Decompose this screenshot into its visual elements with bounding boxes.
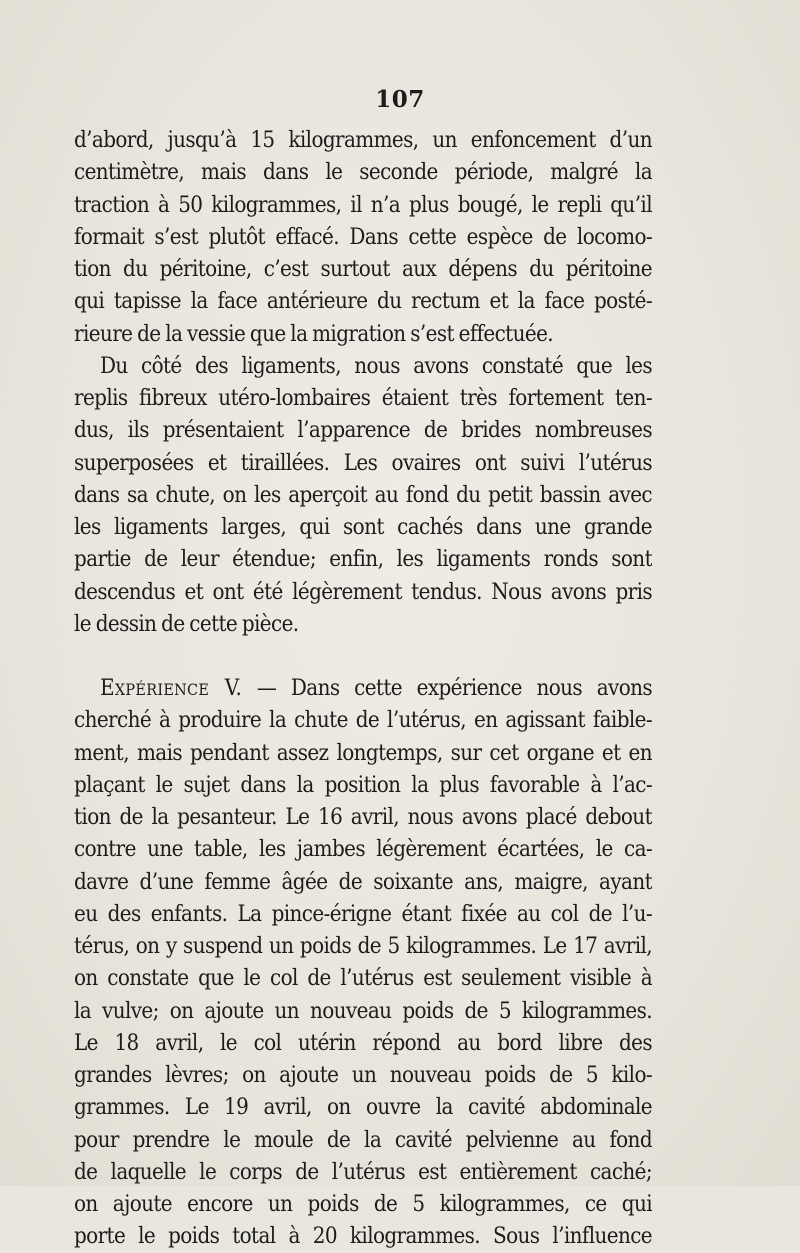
- paragraph: [74, 124, 652, 350]
- text-line: porte le poids total à 20 kilogrammes. Sous l’influence: [74, 1223, 652, 1250]
- paragraph: [74, 350, 652, 640]
- experiment-heading: Expérience V.: [100, 675, 243, 701]
- text-line: Le 18 avril, le col utérin répond au bord libre des: [74, 1029, 652, 1056]
- text-line: plaçant le sujet dans la position la plus favorable à l’ac-: [74, 771, 652, 798]
- text-line: descendus et ont été légèrement tendus. Nous avons pris: [74, 578, 652, 605]
- text-line: [74, 672, 652, 704]
- text-line: grammes. Le 19 avril, on ouvre la cavité abdominale: [74, 1094, 652, 1121]
- text-line: la vulve; on ajoute un nouveau poids de 5 kilogrammes.: [74, 997, 652, 1024]
- text-line: formait s’est plutôt effacé. Dans cette espèce de locomo-: [74, 223, 652, 250]
- text-line: on constate que le col de l’utérus est seulement visible à: [74, 965, 652, 992]
- page-number: 107: [375, 86, 425, 113]
- text-line: dans sa chute, on les aperçoit au fond du petit bassin avec: [74, 481, 652, 508]
- text-line: les ligaments larges, qui sont cachés dans une grande: [74, 514, 652, 540]
- page-body: [74, 124, 652, 1253]
- text-line: davre d’une femme âgée de soixante ans, maigre, ayant: [74, 868, 652, 895]
- text-line: ment, mais pendant assez longtemps, sur cet organe et en: [74, 739, 652, 766]
- text-line: rieure de la vessie que la migration s’est effectuée.: [74, 320, 554, 347]
- text-line: térus, on y suspend un poids de 5 kilogrammes. Le 17 avril,: [74, 933, 652, 959]
- text-line: de laquelle le corps de l’utérus est entièrement caché;: [74, 1158, 652, 1185]
- text-line: pour prendre le moule de la cavité pelvienne au fond: [74, 1126, 652, 1153]
- text-line: partie de leur étendue; enfin, les ligaments ronds sont: [74, 546, 652, 573]
- text-line: superposées et tiraillées. Les ovaires ont suivi l’utérus: [74, 449, 652, 476]
- text-line: grandes lèvres; on ajoute un nouveau poids de 5 kilo-: [74, 1062, 652, 1088]
- text-line: dus, ils présentaient l’apparence de brides nombreuses: [74, 417, 652, 444]
- text-line: le dessin de cette pièce.: [74, 610, 299, 637]
- paragraph-gap: [74, 640, 652, 672]
- text-line: tion de la pesanteur. Le 16 avril, nous avons placé debout: [74, 804, 652, 830]
- text-line: cherché à produire la chute de l’utérus, en agissant faible-: [74, 707, 652, 734]
- text-line: d’abord, jusqu’à 15 kilogrammes, un enfoncement d’un: [74, 127, 652, 153]
- text-line: replis fibreux utéro-lombaires étaient très fortement ten-: [74, 385, 652, 411]
- text-line: Du côté des ligaments, nous avons constaté que les: [100, 352, 652, 379]
- text-line: qui tapisse la face antérieure du rectum et la face posté-: [74, 288, 652, 315]
- text-line: traction à 50 kilogrammes, il n’a plus bougé, le repli qu’il: [74, 191, 652, 218]
- paragraph: [74, 672, 652, 1253]
- text-line: tion du péritoine, c’est surtout aux dépens du péritoine: [74, 256, 652, 282]
- text-line: contre une table, les jambes légèrement écartées, le ca-: [74, 836, 652, 863]
- text-span: — Dans cette expérience nous avons: [242, 675, 652, 701]
- text-line: on ajoute encore un poids de 5 kilogrammes, ce qui: [74, 1191, 652, 1217]
- text-line: eu des enfants. La pince-érigne étant fixée au col de l’u-: [74, 900, 652, 927]
- text-line: centimètre, mais dans le seconde période, malgré la: [74, 159, 652, 186]
